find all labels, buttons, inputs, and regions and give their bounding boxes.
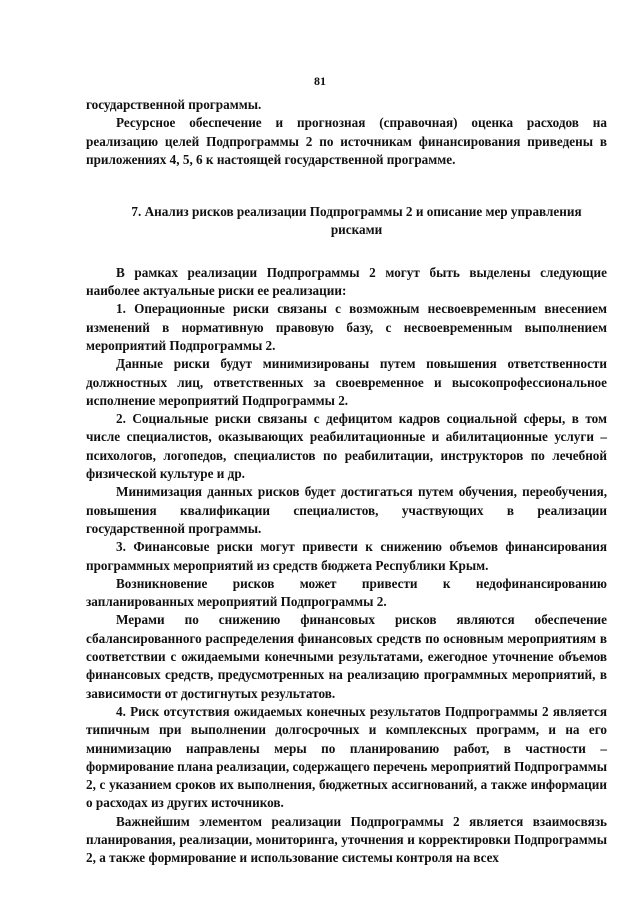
paragraph-operational-mitigation: Данные риски будут минимизированы путем повышения ответственности должностных лиц, ответственных за своевременное и высокопрофессиональное исполнение мероприятий Подпрограммы 2. [86,356,607,408]
paragraph-financial-risks: 3. Финансовые риски могут привести к снижению объемов финансирования программных мероприятий из средств бюджета Республики Крым. [86,539,607,573]
paragraph-risks-intro: В рамках реализации Подпрограммы 2 могут быть выделены следующие наиболее актуальные риски ее реализации: [86,264,607,299]
paragraph-operational-risks: 1. Операционные риски связаны с возможным несвоевременным внесением изменений в нормативную правовую базу, с несвоевременным выполнением мероприятий Подпрограммы 2. [86,301,607,353]
page-number: 81 [314,74,326,88]
section-heading: 7. Анализ рисков реализации Подпрограммы 2 и описание мер управления рисками [131,204,582,238]
paragraph-key-element: Важнейшим элементом реализации Подпрограммы 2 является взаимосвязь планирования, реализации, мониторинга, уточнения и корректировки Подпрограммы 2, а также формирование и использование системы контроля на всех [86,813,607,866]
paragraph-continuation: государственной программы. [86,97,262,112]
paragraph-social-mitigation: Минимизация данных рисков будет достигаться путем обучения, переобучения, повышения квалификации специалистов, участвующих в реализации государственной программы. [86,484,607,536]
paragraph-financial-consequence: Возникновение рисков может привести к недофинансированию запланированных мероприятий Подпрограммы 2. [86,575,607,610]
paragraph-results-risk: 4. Риск отсутствия ожидаемых конечных результатов Подпрограммы 2 является типичным при выполнении долгосрочных и комплексных программ, и на его минимизацию направлены меры по планированию работ, в частности – формирование плана реализации, содержащего перечень мероприятий Подпрограммы 2, с указанием сроков их выполнения, бюджетных ассигнований, а также информации о расходах из других источников. [86,703,607,811]
paragraph-resource-support: Ресурсное обеспечение и прогнозная (справочная) оценка расходов на реализацию целей Подпрограммы 2 по источникам финансирования приведены в приложениях 4, 5, 6 к настоящей государственной программе. [86,115,607,167]
paragraph-social-risks: 2. Социальные риски связаны с дефицитом кадров социальной сферы, в том числе специалистов, оказывающих реабилитационные и абилитационные услуги – психологов, логопедов, специалистов по реабилитации, инструкторов по лечебной физической культуре и др. [86,411,607,482]
document-body [86,96,607,868]
paragraph-financial-measures: Мерами по снижению финансовых рисков являются обеспечение сбалансированного распределения финансовых средств по основным мероприятиям в соответствии с ожидаемыми конечными результатами, ежегодное уточнение объемов финансовых средств, предусмотренных на реализацию программных мероприятий, в зависимости от достигнутых результатов. [86,612,607,701]
